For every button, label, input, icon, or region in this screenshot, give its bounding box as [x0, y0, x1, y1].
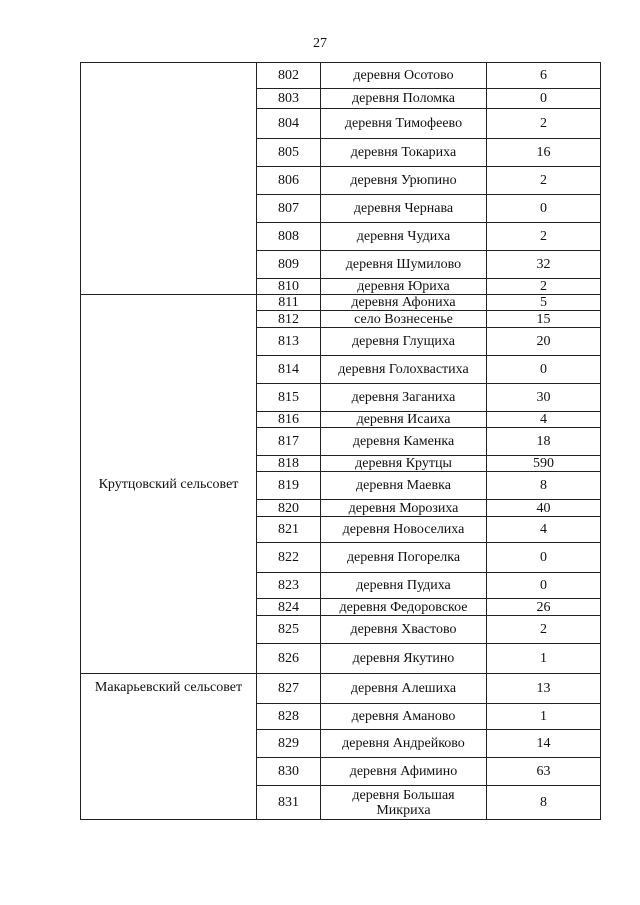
settlement-name-cell: деревня Токариха: [321, 139, 487, 167]
settlement-name-cell: деревня Аманово: [321, 704, 487, 730]
settlement-name-cell: деревня Алешиха: [321, 674, 487, 704]
region-name-cell: [81, 63, 257, 295]
settlement-name-cell: деревня Каменка: [321, 428, 487, 456]
row-number-cell: 822: [257, 543, 321, 573]
table-row: [81, 295, 601, 311]
settlement-name-cell: деревня Морозиха: [321, 500, 487, 517]
row-number-cell: 809: [257, 251, 321, 279]
page-number: 27: [313, 36, 327, 51]
row-number-cell: 819: [257, 472, 321, 500]
population-cell: 8: [487, 786, 601, 820]
settlement-name-cell: деревня Федоровское: [321, 599, 487, 616]
row-number-cell: 823: [257, 573, 321, 599]
settlement-name-cell: деревня Хвастово: [321, 616, 487, 644]
settlement-name-cell: деревня Заганиха: [321, 384, 487, 412]
row-number-cell: 814: [257, 356, 321, 384]
settlement-name-cell: деревня Чудиха: [321, 223, 487, 251]
settlement-name-cell: деревня Исаиха: [321, 412, 487, 428]
population-cell: 14: [487, 730, 601, 758]
row-number-cell: 825: [257, 616, 321, 644]
settlement-name-cell: деревня Глущиха: [321, 328, 487, 356]
row-number-cell: 830: [257, 758, 321, 786]
region-name-cell: Крутцовский сельсовет: [81, 295, 257, 674]
population-cell: 4: [487, 412, 601, 428]
row-number-cell: 813: [257, 328, 321, 356]
row-number-cell: 816: [257, 412, 321, 428]
table-row: [81, 63, 601, 89]
row-number-cell: 812: [257, 311, 321, 328]
population-cell: 2: [487, 223, 601, 251]
row-number-cell: 828: [257, 704, 321, 730]
row-number-cell: 807: [257, 195, 321, 223]
population-cell: 30: [487, 384, 601, 412]
settlement-name-cell: деревня Голохвастиха: [321, 356, 487, 384]
population-cell: 0: [487, 543, 601, 573]
population-cell: 63: [487, 758, 601, 786]
row-number-cell: 824: [257, 599, 321, 616]
population-cell: 2: [487, 167, 601, 195]
settlement-name-cell: деревня Пудиха: [321, 573, 487, 599]
settlement-name-cell: деревня Андрейково: [321, 730, 487, 758]
settlement-name-cell: деревня Тимофеево: [321, 109, 487, 139]
population-cell: 15: [487, 311, 601, 328]
row-number-cell: 810: [257, 279, 321, 295]
population-cell: 1: [487, 704, 601, 730]
row-number-cell: 827: [257, 674, 321, 704]
table-row: [81, 674, 601, 704]
row-number-cell: 818: [257, 456, 321, 472]
settlement-name-cell: деревня Афимино: [321, 758, 487, 786]
population-cell: 2: [487, 616, 601, 644]
population-cell: 0: [487, 89, 601, 109]
row-number-cell: 805: [257, 139, 321, 167]
population-cell: 0: [487, 573, 601, 599]
settlement-name-cell: деревня Большая Микриха: [321, 786, 487, 820]
row-number-cell: 820: [257, 500, 321, 517]
row-number-cell: 829: [257, 730, 321, 758]
population-cell: 2: [487, 109, 601, 139]
row-number-cell: 806: [257, 167, 321, 195]
settlement-name-cell: деревня Юриха: [321, 279, 487, 295]
settlement-name-cell: деревня Якутино: [321, 644, 487, 674]
settlement-name-cell: деревня Погорелка: [321, 543, 487, 573]
population-cell: 4: [487, 517, 601, 543]
population-cell: 26: [487, 599, 601, 616]
row-number-cell: 802: [257, 63, 321, 89]
population-cell: 6: [487, 63, 601, 89]
row-number-cell: 803: [257, 89, 321, 109]
row-number-cell: 826: [257, 644, 321, 674]
row-number-cell: 804: [257, 109, 321, 139]
population-cell: 8: [487, 472, 601, 500]
population-cell: 0: [487, 195, 601, 223]
population-cell: 5: [487, 295, 601, 311]
row-number-cell: 831: [257, 786, 321, 820]
settlement-name-cell: деревня Поломка: [321, 89, 487, 109]
population-cell: 32: [487, 251, 601, 279]
settlement-name-cell: деревня Новоселиха: [321, 517, 487, 543]
settlement-name-cell: деревня Крутцы: [321, 456, 487, 472]
settlement-name-cell: деревня Маевка: [321, 472, 487, 500]
settlement-name-cell: деревня Шумилово: [321, 251, 487, 279]
region-name-cell: Макарьевский сельсовет: [81, 674, 257, 820]
settlement-name-cell: деревня Афониха: [321, 295, 487, 311]
population-cell: 16: [487, 139, 601, 167]
row-number-cell: 811: [257, 295, 321, 311]
population-cell: 2: [487, 279, 601, 295]
population-cell: 18: [487, 428, 601, 456]
settlement-name-cell: деревня Осотово: [321, 63, 487, 89]
population-cell: 1: [487, 644, 601, 674]
settlement-name-cell: деревня Чернава: [321, 195, 487, 223]
population-cell: 40: [487, 500, 601, 517]
population-cell: 20: [487, 328, 601, 356]
settlements-table: [80, 62, 601, 820]
row-number-cell: 815: [257, 384, 321, 412]
settlement-name-cell: деревня Урюпино: [321, 167, 487, 195]
population-cell: 13: [487, 674, 601, 704]
population-cell: 590: [487, 456, 601, 472]
row-number-cell: 808: [257, 223, 321, 251]
row-number-cell: 821: [257, 517, 321, 543]
population-cell: 0: [487, 356, 601, 384]
settlement-name-cell: село Вознесенье: [321, 311, 487, 328]
row-number-cell: 817: [257, 428, 321, 456]
